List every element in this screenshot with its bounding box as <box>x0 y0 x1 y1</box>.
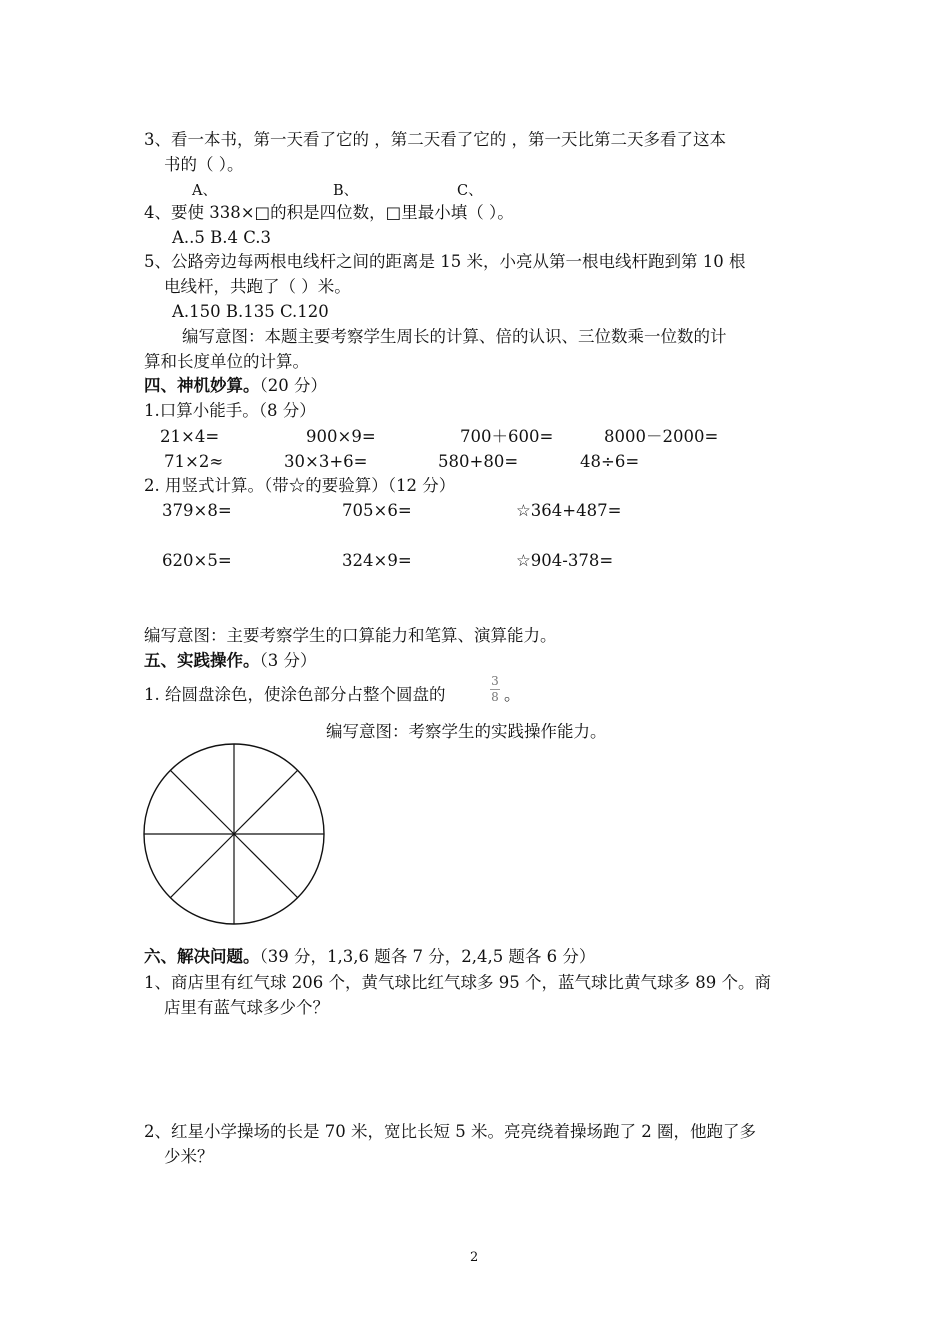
vertical-item: ☆364+487= <box>516 501 622 520</box>
section4-title: 四、神机妙算。 <box>144 376 260 395</box>
intent3-line1: 编写意图：本题主要考察学生周长的计算、倍的认识、三位数乘一位数的计 <box>182 327 727 346</box>
disc-radius-line <box>234 834 298 898</box>
intent5: 编写意图：考察学生的实践操作能力。 <box>326 722 607 741</box>
page-number: 2 <box>470 1250 479 1265</box>
fraction-denominator: 8 <box>491 690 499 704</box>
intent4: 编写意图：主要考察学生的口算能力和笔算、演算能力。 <box>144 626 557 645</box>
oral-title: 1.口算小能手。（8 分） <box>144 401 316 420</box>
q3-option-a: A、 <box>192 183 217 199</box>
disc-radius-line <box>170 770 234 834</box>
vertical-item: 620×5= <box>162 551 232 570</box>
section5-score: （3 分） <box>259 651 317 670</box>
section4-heading <box>144 375 327 397</box>
section6-score: （39 分，1,3,6 题各 7 分，2,4,5 题各 6 分） <box>259 947 596 966</box>
q4-line1: 4、要使 338×□的积是四位数，□里最小填（ ）。 <box>144 203 514 222</box>
problem1-line1: 1、商店里有红气球 206 个，黄气球比红气球多 95 个，蓝气球比黄气球多 89 个。商 <box>144 973 771 992</box>
q5-line2: 电线杆，共跑了（ ）米。 <box>164 277 351 296</box>
intent3-line2: 算和长度单位的计算。 <box>144 352 309 371</box>
problem2-line2: 少米？ <box>164 1147 214 1166</box>
vertical-title: 2. 用竖式计算。（带☆的要验算）（12 分） <box>144 476 456 495</box>
practice-line: 1. 给圆盘涂色，使涂色部分占整个圆盘的 <box>144 685 446 704</box>
section5-heading <box>144 650 317 672</box>
fraction-numerator: 3 <box>491 674 499 688</box>
vertical-item: 705×6= <box>342 501 412 520</box>
disc-radius-line <box>170 834 234 898</box>
vertical-item: ☆904-378= <box>516 551 614 570</box>
q4-options: A..5 B.4 C.3 <box>172 228 272 247</box>
section6-title: 六、解决问题。 <box>144 947 260 966</box>
q3-line1: 3、看一本书，第一天看了它的 ，第二天看了它的 ，第一天比第二天多看了这本 <box>144 130 726 149</box>
vertical-item: 324×9= <box>342 551 412 570</box>
fraction <box>488 675 502 704</box>
vertical-item: 379×8= <box>162 501 232 520</box>
oral-item: 21×4= <box>160 427 220 446</box>
oral-item: 71×2≈ <box>164 452 224 471</box>
q3-option-c: C、 <box>457 183 483 199</box>
oral-item: 700＋600= <box>460 427 554 446</box>
oral-item: 580+80= <box>438 452 519 471</box>
disc-radius-line <box>234 770 298 834</box>
q3-line2: 书的（ ）。 <box>164 155 244 174</box>
oral-item: 8000－2000= <box>604 427 719 446</box>
oral-item: 900×9= <box>306 427 376 446</box>
problem1-line2: 店里有蓝气球多少个？ <box>164 998 329 1017</box>
color-disc[interactable] <box>141 741 327 927</box>
q3-option-b: B、 <box>333 183 359 199</box>
section5-title: 五、实践操作。 <box>144 651 260 670</box>
oral-item: 30×3+6= <box>284 452 368 471</box>
oral-item: 48÷6= <box>580 452 640 471</box>
section4-score: （20 分） <box>259 376 327 395</box>
problem2-line1: 2、红星小学操场的长是 70 米，宽比长短 5 米。亮亮绕着操场跑了 2 圈，他跑了多 <box>144 1122 756 1141</box>
disc-sector-lines <box>144 744 324 924</box>
practice-period: 。 <box>504 685 521 704</box>
q5-options: A.150 B.135 C.120 <box>172 302 329 321</box>
section6-heading <box>144 946 595 968</box>
q5-line1: 5、公路旁边每两根电线杆之间的距离是 15 米，小亮从第一根电线杆跑到第 10 根 <box>144 252 746 271</box>
